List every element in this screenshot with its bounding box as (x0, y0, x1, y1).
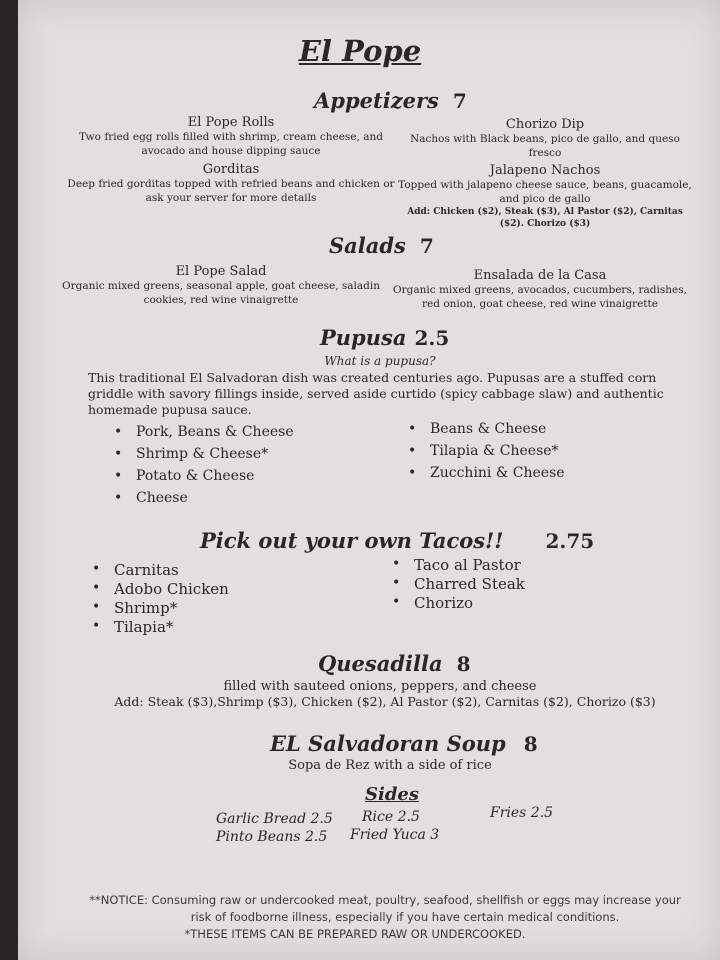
list-item: • Chorizo (392, 594, 525, 613)
list-item: • Beans & Cheese (408, 421, 565, 443)
soup-description: Sopa de Rez with a side of rice (288, 758, 492, 773)
list-item: • Shrimp* (92, 599, 229, 618)
salad-item (390, 268, 690, 311)
item-name: Jalapeno Nachos (489, 163, 601, 178)
salad-item (56, 264, 386, 307)
side-item: Fried Yuca 3 (350, 827, 440, 843)
quesadilla-price: 8 (456, 652, 471, 676)
restaurant-title: El Pope (298, 34, 422, 68)
item-name: Ensalada de la Casa (473, 268, 607, 283)
appetizers-price: 7 (452, 89, 467, 113)
salads-price: 7 (419, 234, 434, 258)
list-item: • Cheese (114, 490, 294, 512)
list-item: • Taco al Pastor (392, 556, 525, 575)
health-notice (60, 892, 710, 943)
pupusa-list-right (408, 421, 565, 487)
pupusa-list-left (114, 424, 294, 512)
quesadilla-addons: Add: Steak ($3),Shrimp ($3), Chicken ($2), Al Pastor ($2), Carnitas ($2), Chorizo ($3) (114, 694, 656, 709)
soup-heading: EL Salvadoran Soup 8 (270, 731, 538, 756)
notice-line: *THESE ITEMS CAN BE PREPARED RAW OR UNDERCOOKED. (184, 927, 526, 941)
pupusa-heading: Pupusa 2.5 (320, 325, 450, 350)
list-item: • Tilapia & Cheese* (408, 443, 565, 465)
item-desc: Two fried egg rolls filled with shrimp, cream cheese, and avocado and house dipping sauce (79, 131, 383, 157)
item-name: Gorditas (202, 162, 260, 177)
list-item: • Pork, Beans & Cheese (114, 424, 294, 446)
sides-col-1 (216, 810, 333, 846)
salads-heading: Salads 7 (329, 233, 434, 258)
list-item: • Potato & Cheese (114, 468, 294, 490)
pupusa-price: 2.5 (414, 326, 450, 350)
pupusa-question: What is a pupusa? (324, 354, 436, 368)
tacos-list-left (92, 561, 229, 637)
side-item: Fries 2.5 (490, 805, 554, 821)
appetizer-item (66, 162, 396, 205)
sides-col-3 (490, 805, 553, 821)
side-item: Rice 2.5 (362, 809, 420, 825)
item-desc: Deep fried gorditas topped with refried beans and chicken or ask your server for more details (67, 178, 395, 204)
pupusa-description: This traditional El Salvadoran dish was created centuries ago. Pupusas are a stuffed corn griddle with savory fillings inside, served aside curtido (spicy cabbage slaw) and authentic homemade pupusa sauce. (88, 370, 664, 417)
appetizers-heading: Appetizers 7 (314, 88, 467, 113)
item-name: El Pope Rolls (187, 115, 275, 130)
item-desc: Organic mixed greens, seasonal apple, goat cheese, saladin cookies, red wine vinaigrette (61, 280, 380, 306)
quesadilla-description: filled with sauteed onions, peppers, and cheese (223, 679, 537, 694)
list-item: • Tilapia* (92, 618, 229, 637)
sides-col-2 (350, 808, 439, 844)
appetizer-addons: Add: Chicken ($2), Steak ($3), Al Pastor ($2), Carnitas ($2). Chorizo ($3) (407, 207, 683, 229)
sides-heading: Sides (365, 784, 420, 805)
appetizer-item (70, 115, 392, 158)
list-item: • Zucchini & Cheese (408, 465, 565, 487)
side-item: Pinto Beans 2.5 (216, 829, 328, 845)
item-name: Chorizo Dip (505, 117, 585, 132)
appetizer-item (398, 163, 692, 230)
notice-line: **NOTICE: Consuming raw or undercooked meat, poultry, seafood, shellfish or eggs may increase your (89, 893, 681, 907)
item-desc: Topped with jalapeno cheese sauce, beans, guacamole, and pico de gallo (398, 179, 692, 205)
item-name: El Pope Salad (175, 264, 267, 279)
list-item: • Carnitas (92, 561, 229, 580)
list-item: • Charred Steak (392, 575, 525, 594)
tacos-heading: Pick out your own Tacos!! 2.75 (200, 528, 595, 553)
appetizer-item (406, 117, 684, 160)
tacos-price: 2.75 (545, 529, 595, 553)
side-item: Garlic Bread 2.5 (216, 811, 333, 827)
quesadilla-heading: Quesadilla 8 (318, 651, 471, 676)
list-item: • Shrimp & Cheese* (114, 446, 294, 468)
item-desc: Nachos with Black beans, pico de gallo, and queso fresco (410, 133, 680, 159)
notice-line: risk of foodborne illness, especially if you have certain medical conditions. (190, 910, 620, 924)
list-item: • Adobo Chicken (92, 580, 229, 599)
tacos-list-right (392, 556, 525, 613)
soup-price: 8 (523, 732, 538, 756)
item-desc: Organic mixed greens, avocados, cucumbers, radishes, red onion, goat cheese, red wine vinaigrette (393, 284, 687, 310)
